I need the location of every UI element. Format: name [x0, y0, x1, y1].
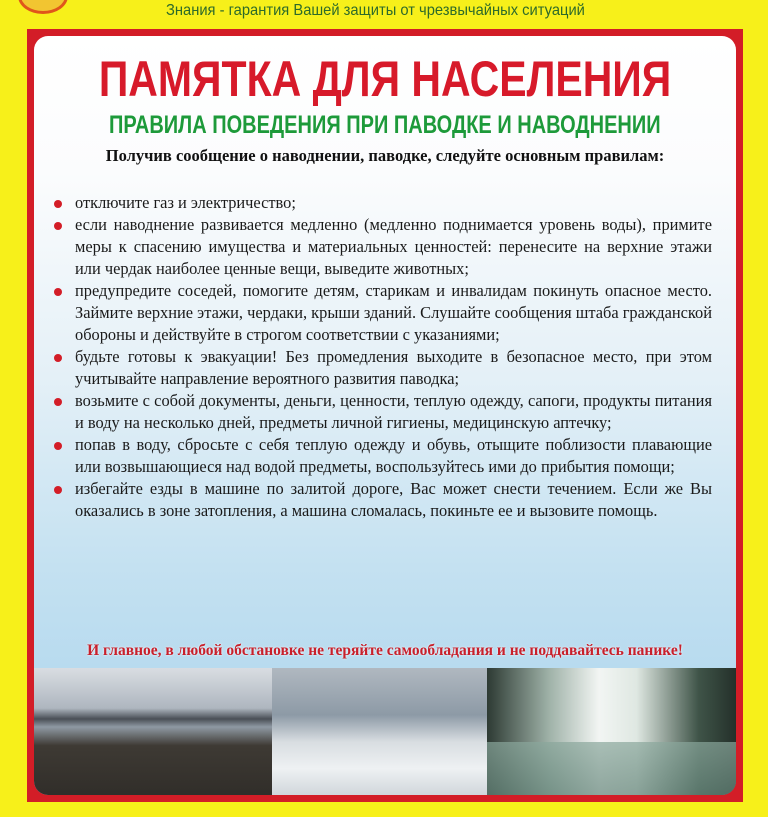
- intro-text: Получив сообщение о наводнении, паводке, следуйте основным правилам:: [105, 146, 665, 165]
- flood-photo-street: [487, 668, 736, 795]
- bullet-icon: [54, 398, 62, 406]
- page-title: [34, 50, 736, 108]
- subtitle-text: ПРАВИЛА ПОВЕДЕНИЯ ПРИ ПАВОДКЕ И НАВОДНЕНИИ: [109, 111, 661, 139]
- list-item: [54, 214, 712, 280]
- poster-frame: [27, 29, 743, 802]
- rules-list: [54, 192, 712, 522]
- rule-text: избегайте езды в машине по залитой дороге, Вас может снести течением. Если же Вы оказались в зоне затопления, а машина сломалась, покиньте ее и вызовите помощь.: [75, 479, 712, 520]
- rule-text: если наводнение развивается медленно (медленно поднимается уровень воды), примите меры к спасению имущества и материальных ценностей: перенесите на верхние этажи или чердак наиболее ценные вещи, выведите животных;: [75, 215, 712, 278]
- rule-text: отключите газ и электричество;: [75, 193, 296, 212]
- list-item: [54, 280, 712, 346]
- title-text: ПАМЯТКА ДЛЯ НАСЕЛЕНИЯ: [98, 51, 672, 107]
- list-item: [54, 434, 712, 478]
- rule-text: попав в воду, сбросьте с себя теплую одежду и обувь, отыщите поблизости плавающие или возвышающиеся над водой предметы, воспользуйтесь ими до прибытия помощи;: [75, 435, 712, 476]
- header-tagline: [166, 2, 585, 20]
- emblem-logo: [18, 0, 68, 14]
- final-note: И главное, в любой обстановке не теряйте самообладания и не поддавайтесь панике!: [87, 642, 683, 659]
- bullet-icon: [54, 222, 62, 230]
- list-item: [54, 192, 712, 214]
- rule-text: возьмите с собой документы, деньги, ценности, теплую одежду, сапоги, продукты питания и воду на несколько дней, предметы личной гигиены, медицинскую аптечку;: [75, 391, 712, 432]
- bullet-icon: [54, 442, 62, 450]
- tagline-text: Знания - гарантия Вашей защиты от чрезвычайных ситуаций: [166, 2, 585, 19]
- list-item: [54, 478, 712, 522]
- flood-photo-shore: [34, 668, 272, 795]
- bullet-icon: [54, 288, 62, 296]
- list-item: [54, 390, 712, 434]
- rule-text: предупредите соседей, помогите детям, старикам и инвалидам покинуть опасное место. Займите верхние этажи, чердаки, крыши зданий. Слушайте сообщения штаба гражданской обороны и действуйте в строгом соответствии с указаниями;: [75, 281, 712, 344]
- bullet-icon: [54, 486, 62, 494]
- page-subtitle: [34, 111, 736, 140]
- bullet-icon: [54, 200, 62, 208]
- flood-photo-ice: [272, 668, 487, 795]
- photo-strip: [34, 668, 736, 795]
- rule-text: будьте готовы к эвакуации! Без промедления выходите в безопасное место, при этом учитывайте направление вероятного развития паводка;: [75, 347, 712, 388]
- list-item: [54, 346, 712, 390]
- bullet-icon: [54, 354, 62, 362]
- poster-panel: [34, 36, 736, 795]
